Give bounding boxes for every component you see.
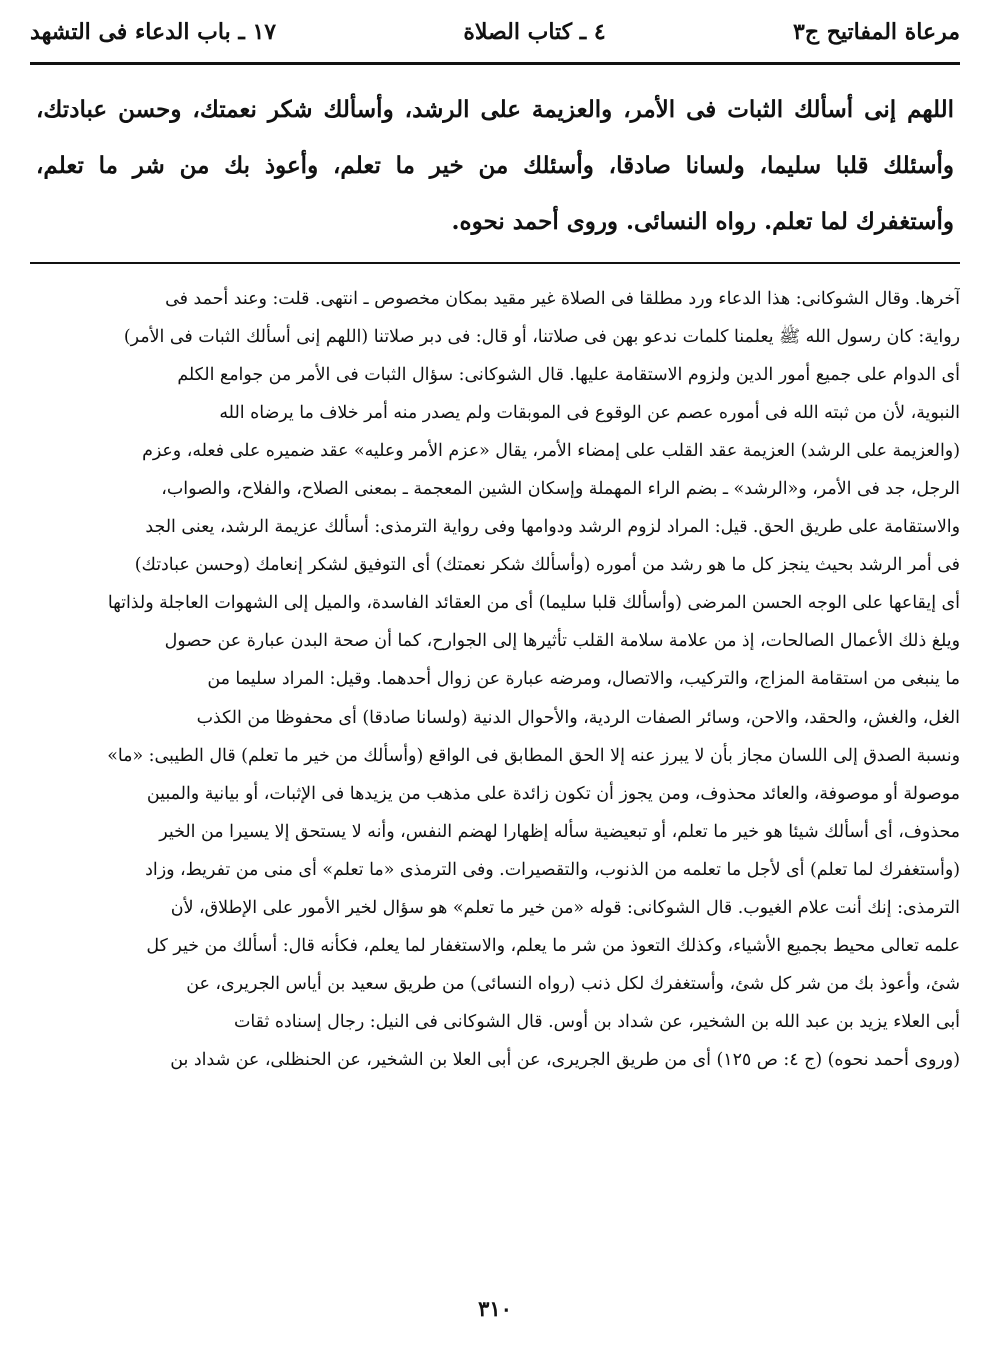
running-header [30,12,960,52]
commentary-line: الغل، والغش، والحقد، والاحن، وسائر الصفات الردية، والأحوال الدنية (ولسانا صادقا) أى محفوظا من الكذب [196,707,960,728]
header-section: ١٧ ـ باب الدعاء فى التشهد [30,19,277,45]
page-number: ٣١٠ [478,1296,512,1321]
commentary-line: (والعزيمة على الرشد) العزيمة عقد القلب على إمضاء الأمر، يقال «عزم الأمر وعليه» عقد ضميره على فعله، وعزم [142,441,960,462]
commentary-line: ما ينبغى من استقامة المزاج، والتركيب، والاتصال، ومرضه عبارة عن زوال أحدهما. وقيل: المراد سليما من [207,669,960,690]
header-rule [30,62,960,65]
document-page [30,0,960,1351]
commentary-line: علمه تعالى محيط بجميع الأشياء، وكذلك التعوذ من شر ما يعلم، والاستغفار لما يعلم، فكأنه قال: أسألك من خير كل [146,935,960,956]
commentary-line: أى إيقاعها على الوجه الحسن المرضى (وأسألك قلبا سليما) أى من العقائد الفاسدة، والميل إلى الشهوات العاجلة ولذاتها [107,593,960,614]
commentary-line: والاستقامة على طريق الحق. قيل: المراد لزوم الرشد ودوامها وفى رواية الترمذى: أسألك عزيمة الرشد، يعنى الجد [145,517,960,538]
hadith-text: اللهم إنى أسألك الثبات فى الأمر، والعزيمة على الرشد، وأسألك شكر نعمتك، وحسن عبادتك، وأسئلك قلبا سليما، ولسانا صادقا، وأسئلك من خير ما تعلم، وأعوذ بك من شر ما تعلم، وأستغفرك لما تعلم. رواه النسائى. وروى أحمد نحوه. [36,96,954,235]
commentary-line: الترمذى: إنك أنت علام الغيوب. قال الشوكانى: قوله «من خير ما تعلم» هو سؤال لخير الأمور على الإطلاق، لأن [170,897,960,918]
commentary-line: أى الدوام على جميع أمور الدين ولزوم الاستقامة عليها. قال الشوكانى: سؤال الثبات فى الأمر من جوامع الكلم [177,365,960,386]
commentary-line: (وأستغفرك لما تعلم) أى لأجل ما تعلمه من الذنوب، والتقصيرات. وفى الترمذى «ما تعلم» أى منى من تفريط، وزاد [145,859,960,880]
commentary [30,280,960,1270]
commentary-line: ونسبة الصدق إلى اللسان مجاز بأن لا يبرز عنه إلا الحق المطابق فى الواقع (وأسألك من خير ما تعلم) قال الطيبى: «ما» [107,745,960,766]
header-chapter: ٤ ـ كتاب الصلاة [463,19,606,45]
commentary-line: آخرها. وقال الشوكانى: هذا الدعاء ورد مطلقا فى الصلاة غير مقيد بمكان مخصوص ـ انتهى. قلت: وعند أحمد فى [165,289,960,309]
commentary-line: رواية: كان رسول الله ﷺ يعلمنا كلمات ندعو بهن فى صلاتنا، أو قال: فى دبر صلاتنا (اللهم إنى أسألك الثبات فى الأمر) [123,327,960,348]
commentary-line: أبى العلاء يزيد بن عبد الله بن الشخير، عن شداد بن أوس. قال الشوكانى فى النيل: رجال إسناده ثقات [234,1011,960,1032]
commentary-line: موصولة أو موصوفة، والعائد محذوف، ومن يجوز أن تكون زائدة على مذهب من يزيدها فى الإثبات، أو بيانية والمبين [146,783,960,804]
commentary-line: ويلغ ذلك الأعمال الصالحات، إذ من علامة سلامة القلب تأثيرها إلى الجوارح، كما أن صحة البدن عبارة عن حصول [164,631,960,652]
commentary-line: الرجل، جد فى الأمر، و«الرشد» ـ بضم الراء المهملة وإسكان الشين المعجمة ـ بمعنى الصلاح، والفلاح، والصواب، [161,479,960,500]
commentary-line: (وروى أحمد نحوه) (ج ٤: ص ١٢٥) أى من طريق الجريرى، عن أبى العلا بن الشخير، عن الحنظلى، عن شداد بن [170,1049,960,1070]
commentary-line: محذوف، أى أسألك شيئا هو خير ما تعلم، أو تبعيضية سأله إظهارا لهضم النفس، وأنه لا يستحق إلا يسيرا من الخير [159,821,960,842]
section-divider [30,262,960,264]
header-book-title: مرعاة المفاتيح ج٣ [793,19,960,45]
commentary-line: النبوية، لأن من ثبته الله فى أموره عصم عن الوقوع فى الموبقات ولم يصدر منه أمر خلاف ما يرضاه الله [219,403,960,424]
commentary-line: فى أمر الرشد بحيث ينجز كل ما هو رشد من أموره (وأسألك شكر نعمتك) أى التوفيق لشكر إنعامك (وحسن عبادتك) [134,555,960,576]
commentary-line: شئ، وأعوذ بك من شر كل شئ، وأستغفرك لكل ذنب (رواه النسائى) من طريق سعيد بن أياس الجريرى، عن [186,973,960,994]
